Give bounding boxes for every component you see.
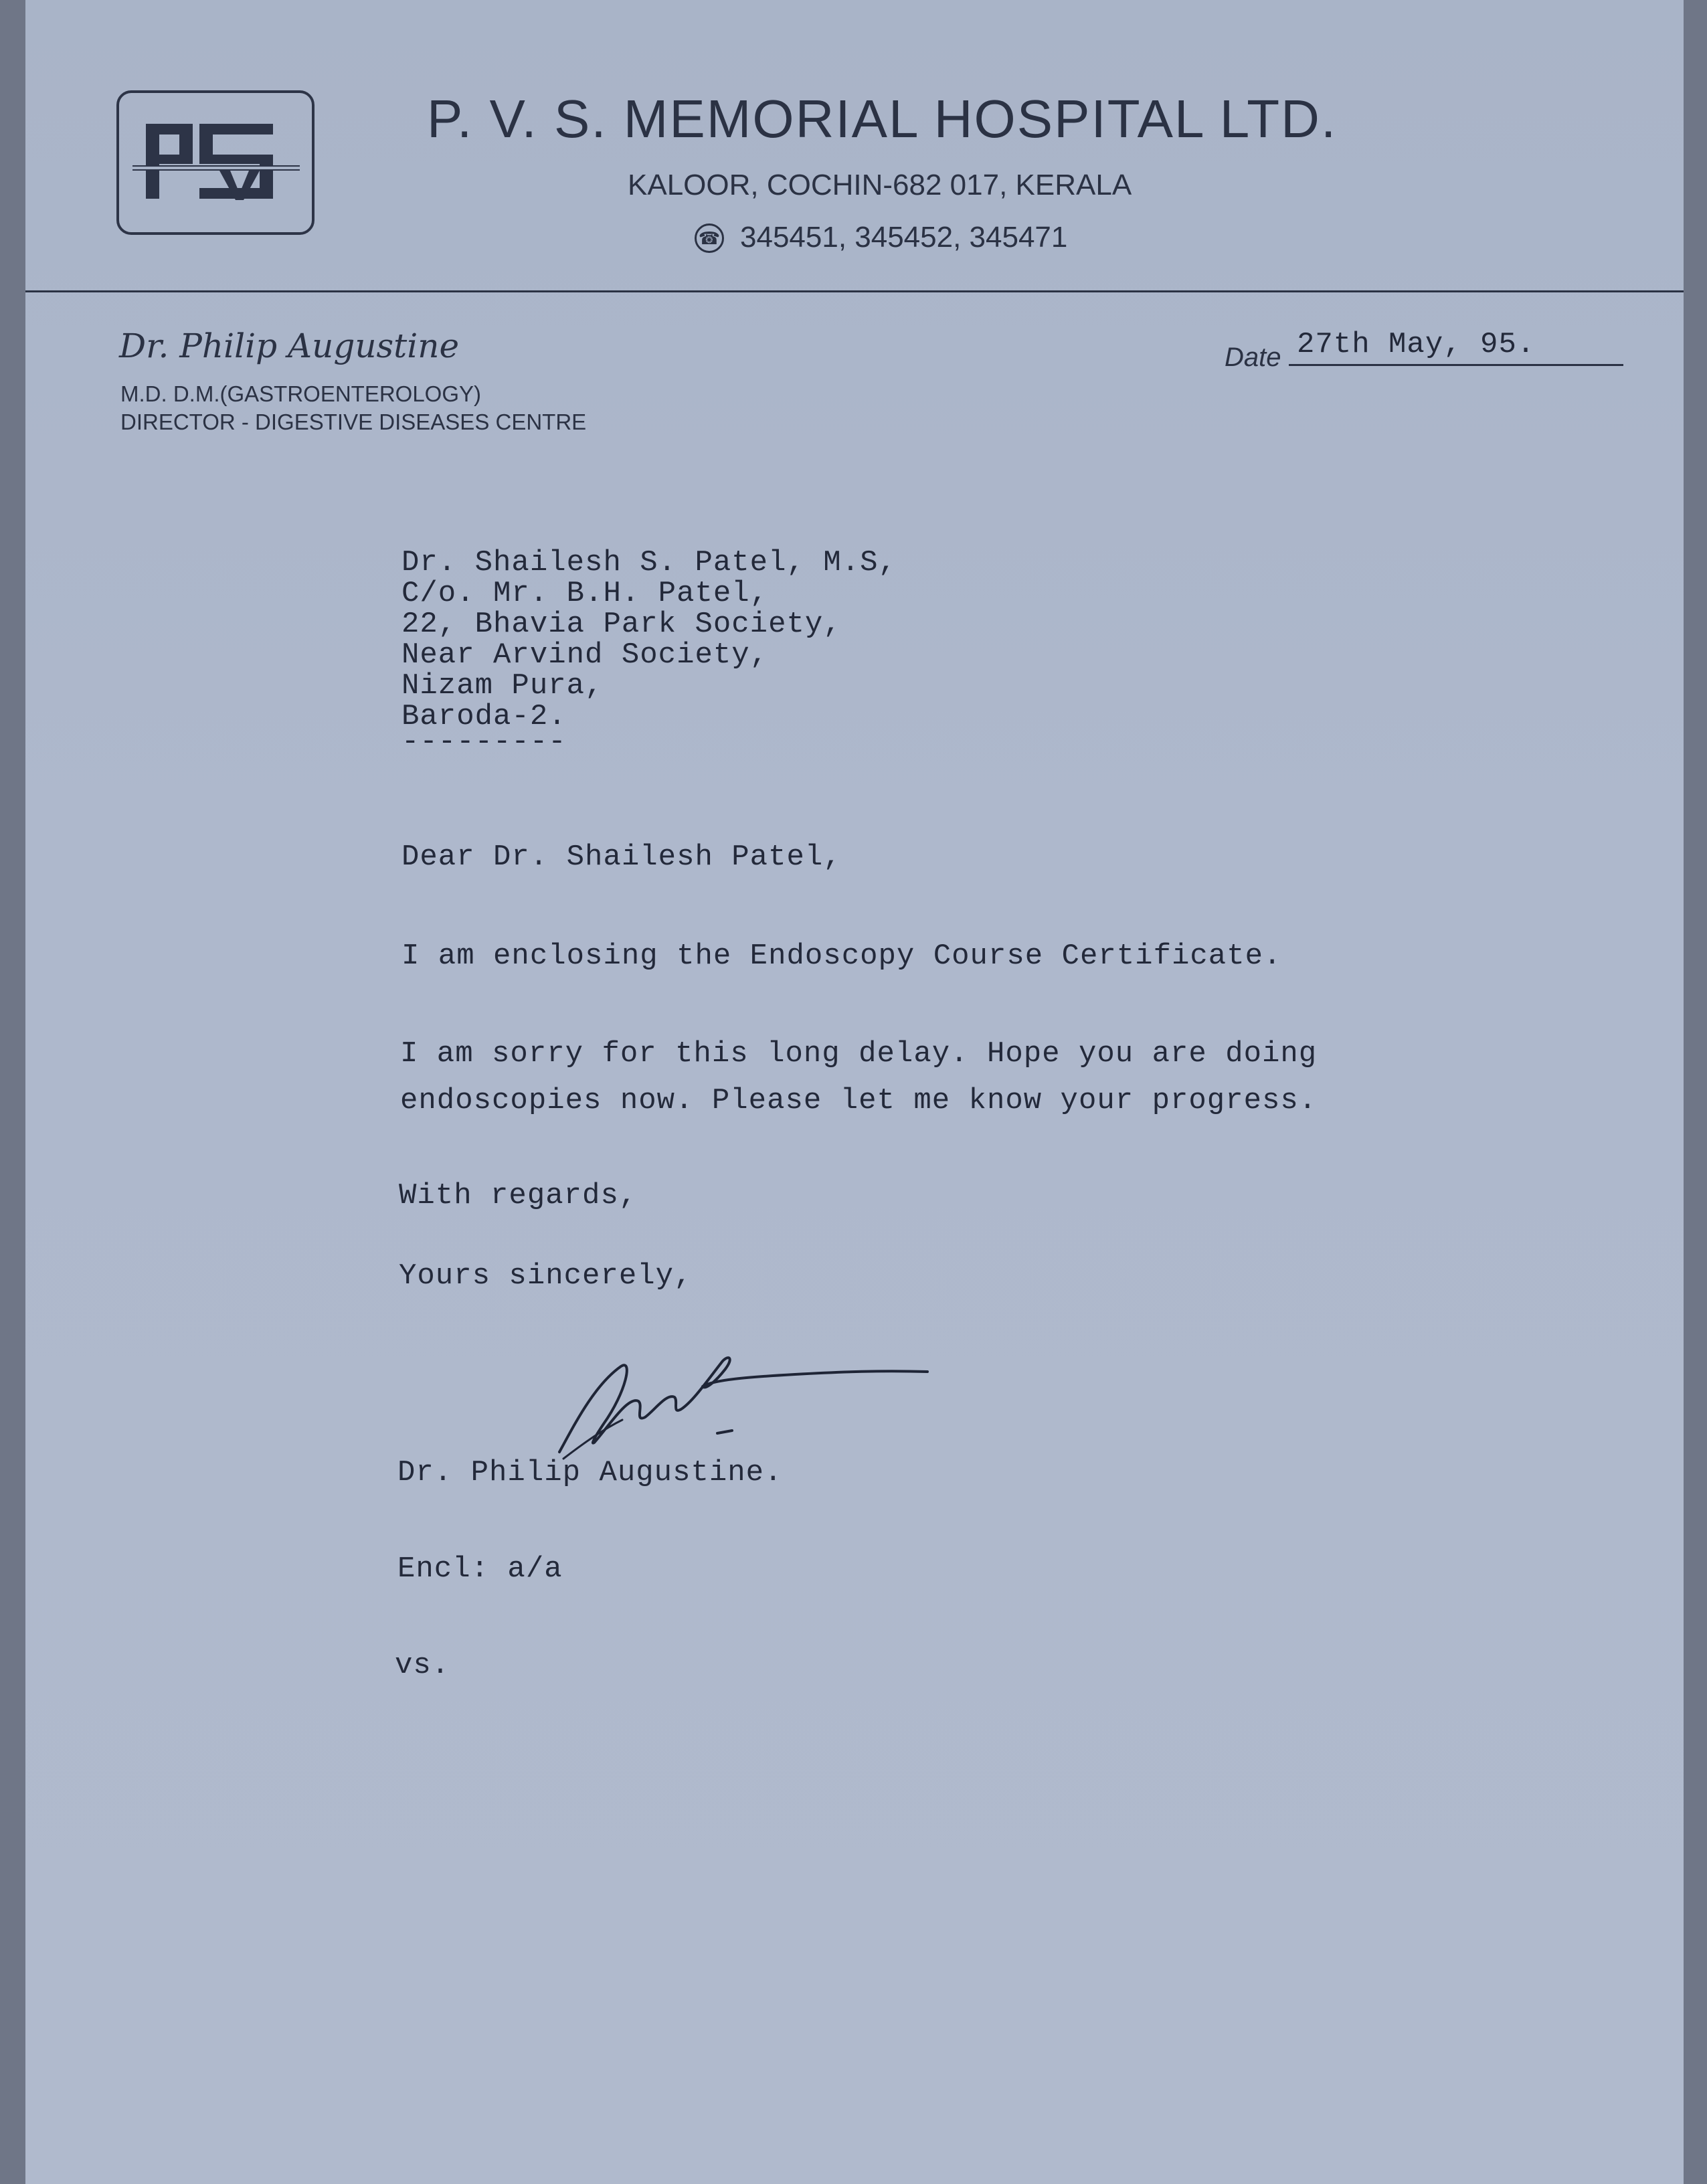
enclosure-note: Encl: a/a: [397, 1552, 563, 1586]
doctor-title: DIRECTOR - DIGESTIVE DISEASES CENTRE: [120, 410, 587, 434]
header-divider: [25, 290, 1684, 292]
hospital-name: P. V. S. MEMORIAL HOSPITAL LTD.: [427, 89, 1338, 149]
signatory-name: Dr. Philip Augustine.: [397, 1456, 783, 1489]
letter-page: [25, 0, 1684, 2184]
hospital-phones: 345451, 345452, 345471: [740, 221, 1068, 254]
paragraph-enclosure: I am enclosing the Endoscopy Course Certificate.: [401, 939, 1282, 973]
signature: [547, 1345, 935, 1469]
recipient-line: Baroda-2.: [401, 700, 567, 733]
reference-initials: vs.: [395, 1649, 450, 1682]
recipient-line: Dr. Shailesh S. Patel, M.S,: [401, 546, 897, 579]
doctor-name: Dr. Philip Augustine: [119, 327, 460, 365]
recipient-line: C/o. Mr. B.H. Patel,: [401, 577, 769, 610]
hospital-logo: [116, 90, 315, 235]
date-underline: [1289, 364, 1623, 366]
salutation: Dear Dr. Shailesh Patel,: [401, 840, 842, 874]
paragraph-apology-line: endoscopies now. Please let me know your progress.: [400, 1084, 1318, 1117]
recipient-line: Nizam Pura,: [401, 669, 604, 703]
closing-regards: With regards,: [399, 1179, 638, 1212]
hospital-phone-line: [695, 221, 1067, 254]
date-value: 27th May, 95.: [1297, 328, 1536, 361]
date-label: Date: [1225, 343, 1281, 372]
phone-icon: ☎: [695, 223, 724, 253]
doctor-qualification: M.D. D.M.(GASTROENTEROLOGY): [120, 381, 482, 406]
recipient-underline: ---------: [401, 725, 567, 759]
recipient-line: Near Arvind Society,: [401, 638, 769, 672]
recipient-line: 22, Bhavia Park Society,: [401, 608, 842, 641]
paragraph-apology-line: I am sorry for this long delay. Hope you are doing: [400, 1037, 1318, 1071]
hospital-address: KALOOR, COCHIN-682 017, KERALA: [628, 169, 1132, 201]
closing-sincerely: Yours sincerely,: [399, 1259, 693, 1293]
